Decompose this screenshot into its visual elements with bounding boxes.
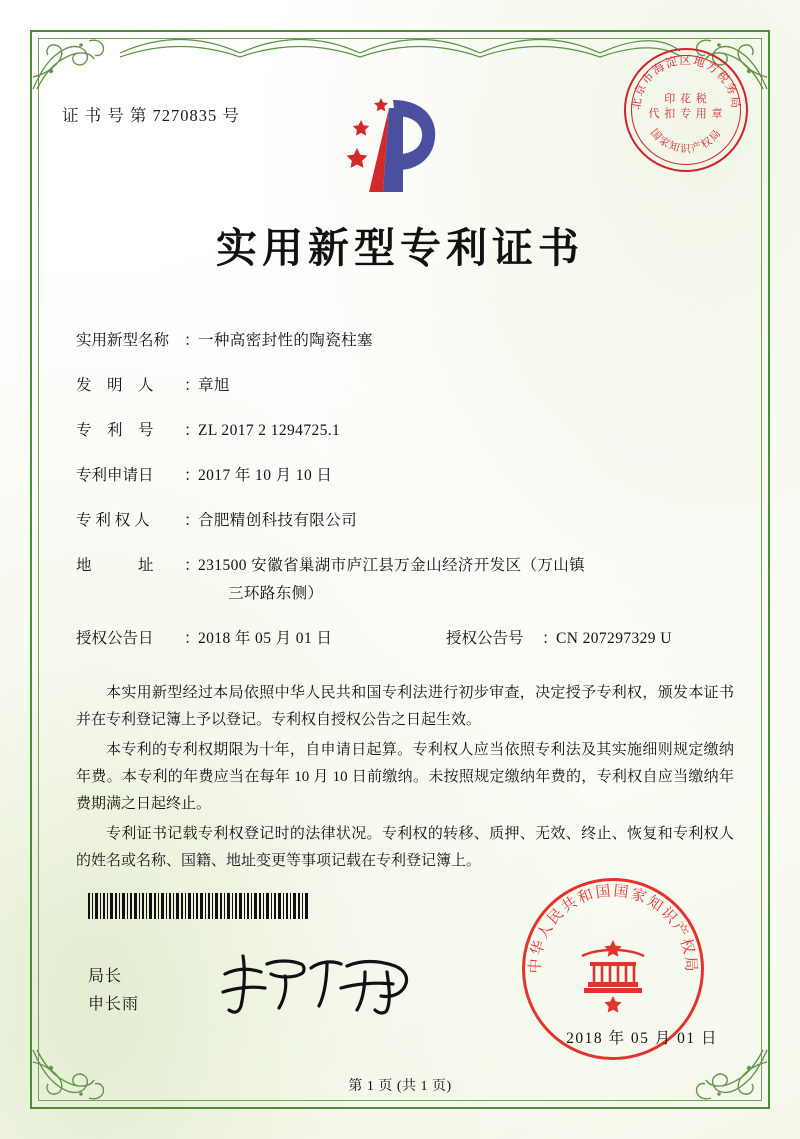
paragraph-1: 本实用新型经过本局依照中华人民共和国专利法进行初步审查，决定授予专利权，颁发本证书并在专利登记簿上予以登记。专利权自授权公告之日起生效。 — [76, 685, 734, 728]
top-edge-ornament-icon — [120, 31, 680, 61]
field-value-patentee: 合肥精创科技有限公司 — [198, 512, 358, 529]
page-footer: 第 1 页 (共 1 页) — [348, 1079, 452, 1094]
field-value-address — [198, 555, 738, 605]
legal-text-block — [76, 680, 734, 878]
certificate-number: 证 书 号 第 7270835 号 — [62, 106, 240, 125]
paragraph-2: 本专利的专利权期限为十年，自申请日起算。专利权人应当依照专利法及其实施细则规定缴纳年费。本专利的年费应当在每年 10 月 10 日前缴纳。未按照规定缴纳年费的，专利权自应当缴纳年费期满之日起终止。 — [76, 742, 734, 812]
field-value-inventor: 章旭 — [198, 377, 230, 394]
director-title: 局长 — [88, 968, 123, 985]
field-colon: ： — [184, 467, 200, 484]
field-label: 授权公告号 — [446, 630, 524, 647]
address-line-1: 231500 安徽省巢湖市庐江县万金山经济开发区（万山镇 — [198, 557, 586, 574]
field-colon: ： — [184, 512, 200, 529]
patent-office-logo-icon — [337, 92, 457, 197]
field-value-invention-name: 一种高密封性的陶瓷柱塞 — [198, 332, 373, 349]
field-list — [76, 330, 738, 664]
field-colon: ： — [542, 630, 558, 647]
signature-block — [88, 963, 139, 1019]
field-row-patent-number — [76, 420, 738, 442]
corner-ornament-icon — [31, 31, 109, 91]
field-label: 专 利 号 — [76, 422, 154, 439]
issue-date: 2018 年 05 月 01 日 — [566, 1030, 718, 1047]
seal-mid-line-1: 印 花 税 — [664, 93, 708, 105]
field-label: 授权公告日 — [76, 630, 154, 647]
handwritten-signature-icon — [215, 948, 425, 1020]
field-colon: ： — [184, 557, 200, 574]
field-grant-number — [446, 628, 738, 650]
page-title: 实用新型专利证书 — [216, 225, 584, 271]
svg-text:北京市海淀区地方税务局: 北京市海淀区地方税务局 — [630, 55, 742, 111]
field-label: 发 明 人 — [76, 377, 154, 394]
field-label: 专利申请日 — [76, 467, 154, 484]
svg-text:国家知识产权局: 国家知识产权局 — [647, 127, 725, 155]
barcode-icon — [88, 893, 310, 919]
field-grant-date — [76, 628, 446, 650]
field-value-grant-number: CN 207297329 U — [556, 630, 672, 647]
field-label: 地 址 — [76, 557, 154, 574]
svg-text:中华人民共和国国家知识产权局: 中华人民共和国国家知识产权局 — [527, 883, 699, 974]
stamp-duty-seal-icon — [624, 48, 748, 172]
field-label: 专 利 权 人 — [76, 512, 150, 529]
field-value-grant-date: 2018 年 05 月 01 日 — [198, 630, 333, 647]
field-value-patent-number: ZL 2017 2 1294725.1 — [198, 422, 341, 439]
field-row-application-date — [76, 465, 738, 487]
field-colon: ： — [184, 377, 200, 394]
field-value-application-date: 2017 年 10 月 10 日 — [198, 467, 333, 484]
field-row-patentee — [76, 510, 738, 532]
paragraph-3: 专利证书记载专利权登记时的法律状况。专利权的转移、质押、无效、终止、恢复和专利权人的姓名或名称、国籍、地址变更等事项记载在专利登记簿上。 — [76, 826, 734, 869]
address-line-2: 三环路东侧） — [228, 585, 324, 602]
seal-mid-line-2: 代 扣 专 用 章 — [648, 108, 724, 120]
director-name: 申长雨 — [88, 996, 140, 1013]
field-label: 实用新型名称 — [76, 332, 170, 349]
field-colon: ： — [184, 630, 200, 647]
field-row-invention-name — [76, 330, 738, 352]
field-row-address — [76, 555, 738, 605]
field-row-inventor — [76, 375, 738, 397]
field-row-grant-info — [76, 628, 738, 650]
field-colon: ： — [184, 332, 200, 349]
field-colon: ： — [184, 422, 200, 439]
